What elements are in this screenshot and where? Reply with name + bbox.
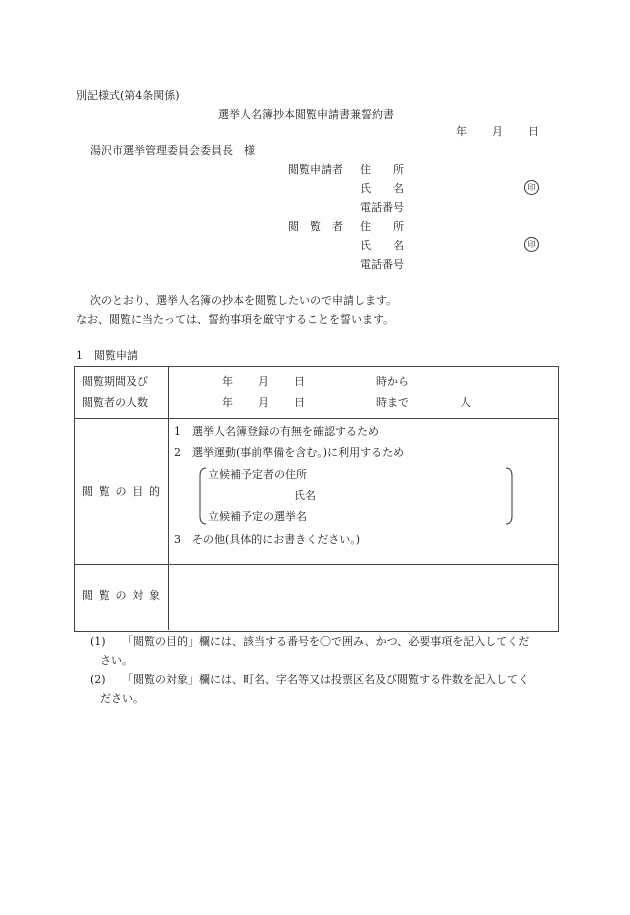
purpose-item-1: 1 選挙人名簿登録の有無を確認するため xyxy=(174,425,379,438)
note-1-line-1: 「閲覧の目的」欄には、該当する番号を〇で囲み、かつ、必要事項を記入してくだ xyxy=(122,635,530,648)
target-label-char-2: 覧 xyxy=(98,589,110,602)
candidate-election-label: 立候補予定の選挙名 xyxy=(208,510,307,523)
purpose-item-3: 3 その他(具体的にお書きください。) xyxy=(174,533,361,546)
intro-line-2: なお、閲覧に当たっては、誓約事項を厳守することを誓います。 xyxy=(76,313,395,326)
viewer-phone-label: 電話番号 xyxy=(360,258,404,271)
applicant-phone-label: 電話番号 xyxy=(360,201,404,214)
period-from-year: 年 xyxy=(222,375,233,388)
note-2-line-1: 「閲覧の対象」欄には、町名、字名等又は投票区名及び閲覧する件数を記入してく xyxy=(122,673,529,686)
period-from-time: 時から xyxy=(376,375,409,388)
date-month: 月 xyxy=(492,125,503,138)
viewer-seal-mark: 印 xyxy=(524,237,539,252)
right-bracket-icon xyxy=(506,468,512,524)
period-label-line-1: 閲覧期間及び xyxy=(82,375,148,388)
intro-line-1: 次のとおり、選挙人名簿の抄本を閲覧したいので申請します。 xyxy=(90,294,398,307)
applicant-address-label: 住 所 xyxy=(360,163,404,176)
form-reference: 別記様式(第4条関係) xyxy=(76,89,180,102)
document-title: 選挙人名簿抄本閲覧申請書兼誓約書 xyxy=(218,108,394,121)
period-from-day: 日 xyxy=(294,375,305,388)
target-label-char-1: 閲 xyxy=(82,589,93,602)
period-to-month: 月 xyxy=(258,396,269,409)
addressee: 湯沢市選挙管理委員会委員長 様 xyxy=(90,144,255,157)
purpose-label xyxy=(82,486,160,497)
target-label xyxy=(82,590,160,601)
period-from-month: 月 xyxy=(258,375,269,388)
period-people-count: 人 xyxy=(460,396,471,409)
candidate-name-label: 氏名 xyxy=(294,489,316,502)
table-row-divider-2 xyxy=(74,564,558,565)
purpose-label-char-3: の xyxy=(115,485,127,498)
applicant-seal-mark: 印 xyxy=(524,180,539,195)
table-column-divider xyxy=(168,366,169,630)
viewer-address-label: 住 所 xyxy=(360,220,404,233)
purpose-item-2: 2 選挙運動(事前準備を含む。)に利用するため xyxy=(174,446,405,459)
note-2-number: (2) xyxy=(90,673,106,686)
note-2-line-2: ださい。 xyxy=(100,692,144,705)
period-to-time: 時まで xyxy=(376,396,409,409)
viewer-name-label: 氏 名 xyxy=(360,239,404,252)
period-to-year: 年 xyxy=(222,396,233,409)
candidate-address-label: 立候補予定者の住所 xyxy=(208,468,307,481)
purpose-label-char-2: 覧 xyxy=(98,485,110,498)
period-to-day: 日 xyxy=(294,396,305,409)
target-label-char-4: 対 xyxy=(132,589,144,602)
note-1-line-2: さい。 xyxy=(100,654,133,667)
target-label-char-3: の xyxy=(115,589,127,602)
purpose-label-char-4: 目 xyxy=(132,485,144,498)
left-bracket-icon xyxy=(200,468,206,524)
table-row-divider-1 xyxy=(74,418,558,419)
target-label-char-5: 象 xyxy=(149,589,160,602)
date-year: 年 xyxy=(456,125,467,138)
purpose-label-char-5: 的 xyxy=(149,485,160,498)
viewer-role: 閲 覧 者 xyxy=(288,220,343,233)
date-day: 日 xyxy=(528,125,539,138)
section-heading: 1 閲覧申請 xyxy=(76,349,138,362)
purpose-label-char-1: 閲 xyxy=(82,485,93,498)
note-1-number: (1) xyxy=(90,635,106,648)
applicant-role: 閲覧申請者 xyxy=(288,163,343,176)
applicant-name-label: 氏 名 xyxy=(360,182,404,195)
period-label-line-2: 閲覧者の人数 xyxy=(82,396,148,409)
